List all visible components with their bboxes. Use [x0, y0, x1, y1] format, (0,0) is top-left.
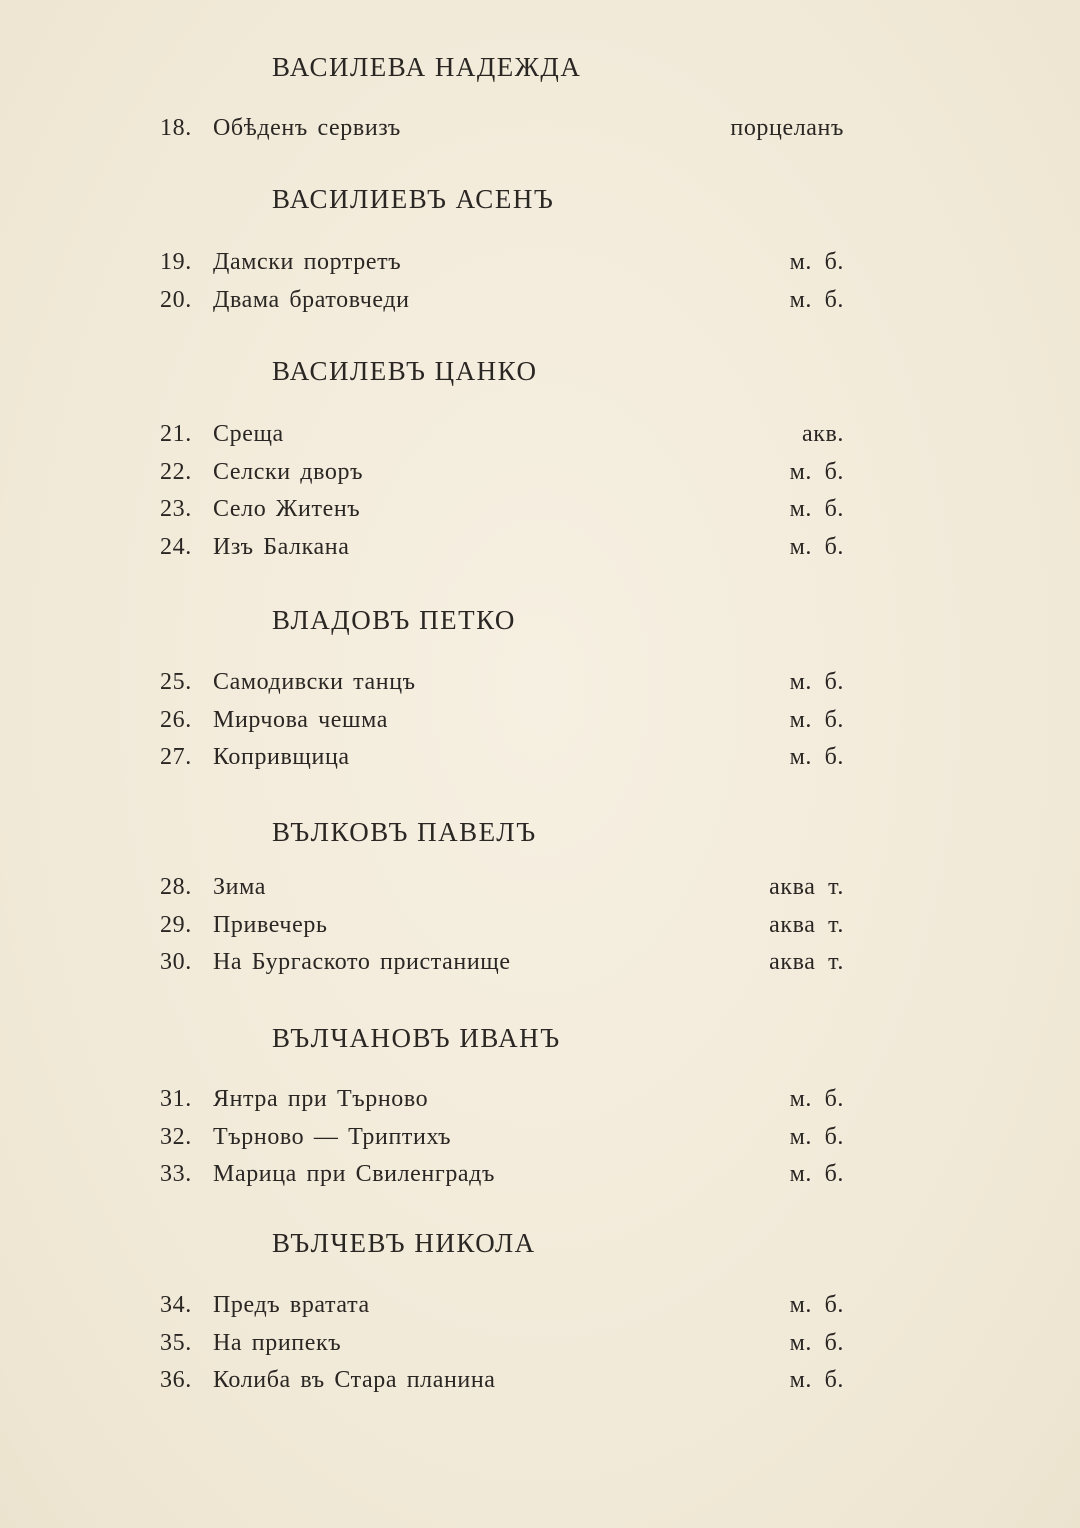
work-item — [160, 664, 844, 702]
work-medium: м. б. — [789, 1329, 844, 1356]
works-list — [160, 110, 844, 148]
work-medium: м. б. — [789, 1086, 844, 1112]
artist-section — [160, 813, 844, 982]
work-title: Самодивски танцъ — [213, 669, 416, 695]
work-item — [160, 1362, 844, 1400]
artist-name: ВАСИЛЕВЪ ЦАНКО — [272, 356, 538, 386]
work-item — [160, 454, 844, 492]
work-number: 25. — [160, 669, 192, 695]
works-list — [160, 1287, 844, 1400]
work-title: Мирчова чешма — [213, 706, 389, 733]
work-item — [160, 1325, 844, 1363]
work-number: 23. — [160, 496, 192, 522]
work-number: 33. — [160, 1161, 192, 1187]
work-title: Изъ Балкана — [213, 533, 350, 560]
work-number: 36. — [160, 1367, 192, 1393]
work-title: Дамски портретъ — [213, 249, 402, 275]
work-number: 20. — [160, 286, 192, 313]
work-item — [160, 702, 844, 740]
work-item — [160, 1081, 844, 1119]
work-number: 30. — [160, 949, 192, 975]
artist-name: ВАСИЛИЕВЪ АСЕНЪ — [272, 184, 555, 214]
work-medium: аква т. — [769, 911, 844, 938]
work-medium: м. б. — [789, 744, 844, 770]
work-item — [160, 416, 844, 454]
work-number: 24. — [160, 533, 192, 560]
works-list — [160, 244, 844, 319]
work-number: 35. — [160, 1329, 192, 1356]
work-title: На Бургаското пристанище — [213, 949, 511, 975]
work-item — [160, 1156, 844, 1194]
work-title: Предъ вратата — [213, 1292, 370, 1318]
work-title: Двама братовчеди — [213, 286, 410, 313]
work-title: Селски дворъ — [213, 458, 364, 485]
work-number: 32. — [160, 1123, 192, 1150]
work-medium: м. б. — [789, 496, 844, 522]
work-number: 29. — [160, 911, 192, 938]
work-number: 34. — [160, 1292, 192, 1318]
works-list — [160, 664, 844, 777]
work-number: 31. — [160, 1086, 192, 1112]
work-number: 18. — [160, 115, 192, 141]
work-medium: порцеланъ — [730, 115, 844, 141]
work-item — [160, 529, 844, 567]
artist-name: ВЛАДОВЪ ПЕТКО — [272, 605, 516, 635]
work-item — [160, 491, 844, 529]
work-medium: м. б. — [789, 669, 844, 695]
artist-name: ВАСИЛЕВА НАДЕЖДА — [272, 52, 582, 82]
work-medium: м. б. — [789, 1292, 844, 1318]
work-medium: аква т. — [769, 949, 844, 975]
work-medium: м. б. — [789, 1161, 844, 1187]
artist-section — [160, 601, 844, 777]
work-item — [160, 110, 844, 148]
work-item — [160, 944, 844, 982]
work-title: Търново — Триптихъ — [213, 1123, 452, 1150]
artist-name: ВЪЛКОВЪ ПАВЕЛЪ — [272, 817, 537, 847]
work-title: Марица при Свиленградъ — [213, 1161, 495, 1187]
artist-section — [160, 48, 844, 148]
artist-section — [160, 180, 844, 319]
work-title: Обѣденъ сервизъ — [213, 115, 401, 141]
work-title: Среща — [213, 421, 284, 447]
work-medium: м. б. — [789, 458, 844, 485]
work-medium: м. б. — [789, 1367, 844, 1393]
work-title: На припекъ — [213, 1329, 342, 1356]
work-medium: м. б. — [789, 533, 844, 560]
artist-section — [160, 1224, 844, 1400]
work-title: Колиба въ Стара планина — [213, 1367, 496, 1393]
work-medium: м. б. — [789, 249, 844, 275]
work-number: 28. — [160, 874, 192, 900]
works-list — [160, 869, 844, 982]
work-title: Янтра при Търново — [213, 1086, 429, 1112]
work-medium: аква т. — [769, 874, 844, 900]
works-list — [160, 1081, 844, 1194]
works-list — [160, 416, 844, 566]
work-number: 19. — [160, 249, 192, 275]
work-title: Привечерь — [213, 911, 328, 938]
work-number: 21. — [160, 421, 192, 447]
artist-section — [160, 1019, 844, 1194]
work-item — [160, 907, 844, 945]
work-item — [160, 869, 844, 907]
work-title: Село Житенъ — [213, 496, 361, 522]
work-item — [160, 244, 844, 282]
work-medium: м. б. — [789, 1123, 844, 1150]
work-title: Копривщица — [213, 744, 350, 770]
work-item — [160, 1287, 844, 1325]
artist-name: ВЪЛЧЕВЪ НИКОЛА — [272, 1228, 536, 1258]
work-item — [160, 1119, 844, 1157]
artist-section — [160, 352, 844, 566]
work-item — [160, 739, 844, 777]
work-medium: м. б. — [789, 286, 844, 313]
work-medium: м. б. — [789, 706, 844, 733]
work-number: 27. — [160, 744, 192, 770]
work-number: 26. — [160, 706, 192, 733]
work-number: 22. — [160, 458, 192, 485]
work-item — [160, 282, 844, 320]
work-title: Зима — [213, 874, 266, 900]
artist-name: ВЪЛЧАНОВЪ ИВАНЪ — [272, 1023, 561, 1053]
work-medium: акв. — [801, 421, 844, 447]
